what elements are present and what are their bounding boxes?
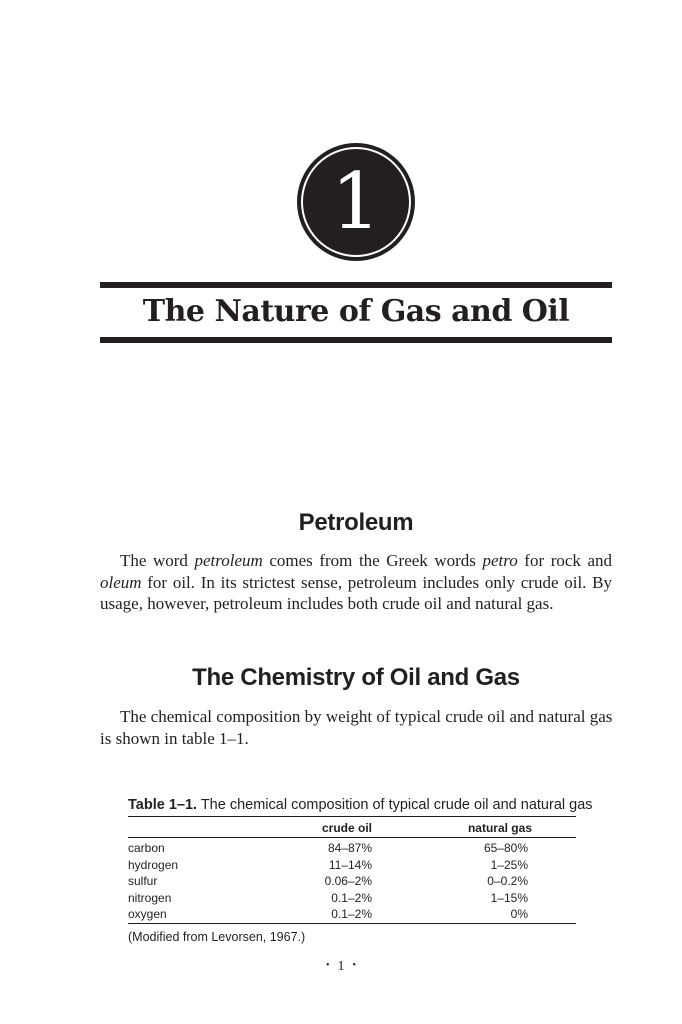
row-label: sulfur — [128, 874, 158, 888]
crude-oil-value: 0.1–2% — [331, 907, 372, 921]
page-number: 1 — [337, 959, 345, 974]
folio-ornament-right: • — [352, 960, 357, 971]
chapter-number-badge — [297, 143, 415, 261]
italic-term: petro — [482, 551, 518, 570]
table-top-rule — [128, 816, 576, 817]
crude-oil-value: 0.06–2% — [324, 874, 372, 888]
row-label: hydrogen — [128, 857, 179, 872]
paragraph-petroleum — [100, 550, 612, 615]
section-heading-chemistry: The Chemistry of Oil and Gas — [192, 664, 520, 691]
section-heading-petroleum: Petroleum — [298, 509, 414, 536]
italic-term: oleum — [100, 572, 142, 592]
table-label: Table 1–1. — [128, 797, 198, 813]
table-header-rule — [128, 837, 576, 838]
crude-oil-value: 0.1–2% — [331, 890, 372, 905]
crude-oil-value: 11–14% — [328, 857, 372, 872]
natural-gas-value: 0% — [510, 907, 528, 921]
table-source-note: (Modified from Levorsen, 1967.) — [128, 930, 306, 944]
natural-gas-value: 1–15% — [490, 890, 528, 905]
italic-term: petroleum — [194, 551, 263, 570]
row-label: oxygen — [128, 907, 167, 921]
row-label: carbon — [128, 841, 165, 855]
paragraph-line: oleum for oil. In its strictest sense, petroleum includes only crude oil. By — [100, 572, 612, 592]
title-bottom-rule — [100, 337, 612, 343]
page-footer — [0, 956, 682, 977]
paragraph-chemistry — [100, 706, 612, 749]
natural-gas-value: 65–80% — [483, 841, 528, 855]
title-top-rule — [100, 282, 612, 288]
chapter-number: 1 — [331, 157, 381, 247]
table-caption — [128, 795, 593, 815]
table-caption-text: The chemical composition of typical crude oil and natural gas — [197, 797, 593, 813]
column-header-crude-oil: crude oil — [321, 821, 372, 835]
folio-ornament-left: • — [325, 960, 330, 971]
table-bottom-rule — [128, 923, 576, 924]
row-label: nitrogen — [128, 890, 172, 905]
paragraph-line: The word petroleum comes from the Greek words petro for rock and — [120, 551, 612, 570]
paragraph-line: usage, however, petroleum includes both crude oil and natural gas. — [100, 594, 554, 613]
crude-oil-value: 84–87% — [327, 841, 372, 855]
natural-gas-value: 0–0.2% — [487, 874, 528, 888]
paragraph-line: The chemical composition by weight of typical crude oil and natural gas — [120, 707, 613, 726]
column-header-natural-gas: natural gas — [467, 821, 532, 835]
table-header — [128, 820, 576, 836]
chapter-title: The Nature of Gas and Oil — [142, 294, 570, 329]
natural-gas-value: 1–25% — [490, 857, 528, 872]
paragraph-line: is shown in table 1–1. — [100, 728, 249, 748]
